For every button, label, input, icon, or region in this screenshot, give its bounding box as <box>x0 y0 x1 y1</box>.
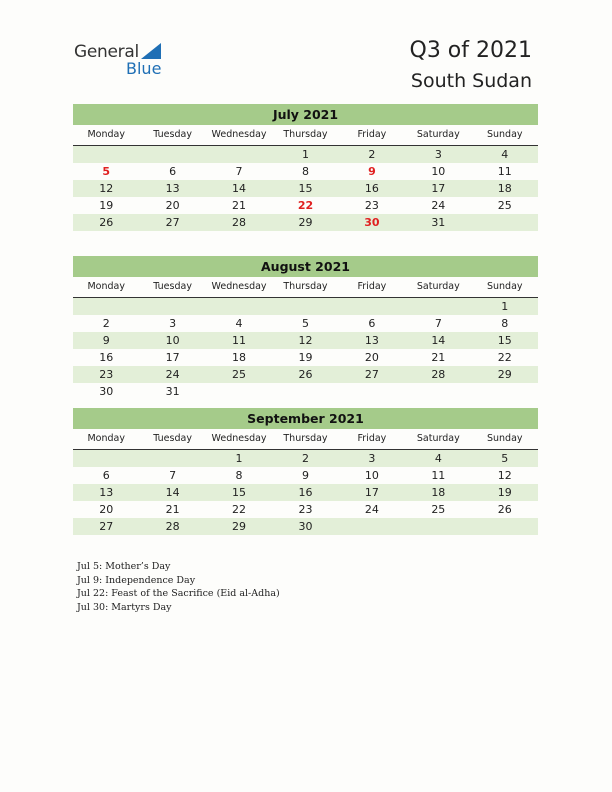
country-name: South Sudan <box>410 70 532 92</box>
week-row <box>73 518 538 535</box>
day-cell <box>206 383 272 400</box>
day-cell: 27 <box>364 368 379 381</box>
day-cell: 7 <box>235 165 243 178</box>
day-cell: 14 <box>431 334 446 347</box>
day-cell: 3 <box>169 317 177 330</box>
day-cell: 12 <box>497 469 512 482</box>
day-cell <box>206 298 272 315</box>
day-cell: 6 <box>169 165 177 178</box>
day-cell: 19 <box>99 199 114 212</box>
day-cell: 8 <box>301 165 309 178</box>
day-cell: 21 <box>165 503 180 516</box>
weekday-header-row <box>73 429 538 450</box>
day-cell: 16 <box>364 182 379 195</box>
day-cell <box>405 518 471 535</box>
day-cell: 22 <box>232 503 247 516</box>
day-cell <box>272 298 338 315</box>
week-row <box>73 484 538 501</box>
day-cell <box>339 518 405 535</box>
weekday-label: Wednesday <box>211 281 267 292</box>
day-cell <box>73 450 139 467</box>
weekday-label: Thursday <box>283 433 328 444</box>
day-cell: 15 <box>298 182 313 195</box>
day-cell: 11 <box>431 469 446 482</box>
day-cell: 4 <box>235 317 243 330</box>
day-cell: 15 <box>497 334 512 347</box>
day-cell: 25 <box>232 368 247 381</box>
day-cell: 5 <box>501 452 509 465</box>
logo-blue-text: Blue <box>126 59 162 78</box>
day-cell: 21 <box>431 351 446 364</box>
holiday-note: Jul 30: Martyrs Day <box>77 601 172 613</box>
day-cell: 1 <box>501 300 509 313</box>
day-cell: 14 <box>232 182 247 195</box>
day-cell <box>405 298 471 315</box>
day-cell: 18 <box>497 182 512 195</box>
week-row <box>73 163 538 180</box>
page-title: Q3 of 2021 <box>409 38 532 63</box>
day-cell: 2 <box>301 452 309 465</box>
day-cell <box>472 383 538 400</box>
logo-general-text: General <box>74 42 139 62</box>
weekday-label: Sunday <box>486 433 523 444</box>
holiday-day-cell: 5 <box>102 165 111 178</box>
week-row <box>73 146 538 163</box>
day-cell <box>472 214 538 231</box>
day-cell: 26 <box>298 368 313 381</box>
day-cell: 10 <box>165 334 180 347</box>
weekday-label: Saturday <box>416 433 460 444</box>
weekday-label: Wednesday <box>211 129 267 140</box>
day-cell: 11 <box>497 165 512 178</box>
day-cell: 22 <box>497 351 512 364</box>
month-title: September 2021 <box>73 408 538 429</box>
day-cell: 24 <box>364 503 379 516</box>
weekday-label: Friday <box>357 281 387 292</box>
day-cell: 20 <box>364 351 379 364</box>
day-cell: 13 <box>99 486 114 499</box>
day-cell: 24 <box>165 368 180 381</box>
day-cell: 18 <box>232 351 247 364</box>
day-cell: 6 <box>368 317 376 330</box>
holiday-day-cell: 22 <box>297 199 314 212</box>
day-cell: 17 <box>165 351 180 364</box>
day-cell: 3 <box>368 452 376 465</box>
day-cell: 23 <box>298 503 313 516</box>
weekday-label: Wednesday <box>211 433 267 444</box>
day-cell: 30 <box>99 385 114 398</box>
holiday-note: Jul 9: Independence Day <box>77 574 196 586</box>
weekday-label: Monday <box>87 281 125 292</box>
week-row <box>73 298 538 315</box>
weekday-label: Monday <box>87 129 125 140</box>
day-cell: 18 <box>431 486 446 499</box>
holiday-day-cell: 9 <box>368 165 376 178</box>
month-calendar-september <box>73 408 538 535</box>
logo-triangle-icon <box>141 43 161 59</box>
week-row <box>73 450 538 467</box>
day-cell: 26 <box>497 503 512 516</box>
day-cell: 27 <box>99 520 114 533</box>
day-cell: 31 <box>165 385 180 398</box>
day-cell: 10 <box>364 469 379 482</box>
weekday-header-row <box>73 277 538 298</box>
day-cell: 2 <box>102 317 110 330</box>
day-cell: 23 <box>364 199 379 212</box>
holiday-notes <box>77 560 280 614</box>
weekday-label: Friday <box>357 433 387 444</box>
holiday-note: Jul 5: Mother’s Day <box>77 561 171 572</box>
weekday-label: Tuesday <box>153 281 192 292</box>
day-cell: 6 <box>102 469 110 482</box>
day-cell <box>339 383 405 400</box>
day-cell: 12 <box>99 182 114 195</box>
day-cell: 30 <box>298 520 313 533</box>
week-row <box>73 315 538 332</box>
day-cell: 20 <box>99 503 114 516</box>
day-cell: 17 <box>431 182 446 195</box>
day-cell: 28 <box>165 520 180 533</box>
day-cell: 13 <box>165 182 180 195</box>
weekday-label: Saturday <box>416 129 460 140</box>
day-cell: 5 <box>301 317 309 330</box>
day-cell <box>405 383 471 400</box>
month-title: August 2021 <box>73 256 538 277</box>
month-title: July 2021 <box>73 104 538 125</box>
week-row <box>73 467 538 484</box>
day-cell: 7 <box>169 469 177 482</box>
day-cell: 9 <box>301 469 309 482</box>
day-cell: 28 <box>232 216 247 229</box>
day-cell <box>139 450 205 467</box>
day-cell: 25 <box>431 503 446 516</box>
day-cell: 4 <box>501 148 509 161</box>
day-cell: 10 <box>431 165 446 178</box>
day-cell: 3 <box>434 148 442 161</box>
day-cell <box>139 298 205 315</box>
weekday-label: Tuesday <box>153 129 192 140</box>
day-cell <box>139 146 205 163</box>
day-cell: 11 <box>232 334 247 347</box>
week-row <box>73 501 538 518</box>
day-cell: 8 <box>501 317 509 330</box>
day-cell: 9 <box>102 334 110 347</box>
weekday-label: Thursday <box>283 281 328 292</box>
week-row <box>73 332 538 349</box>
day-cell: 4 <box>434 452 442 465</box>
day-cell: 27 <box>165 216 180 229</box>
logo <box>74 42 174 82</box>
week-row <box>73 383 538 400</box>
day-cell: 26 <box>99 216 114 229</box>
day-cell: 13 <box>364 334 379 347</box>
day-cell: 19 <box>298 351 313 364</box>
day-cell: 12 <box>298 334 313 347</box>
day-cell: 20 <box>165 199 180 212</box>
weekday-header-row <box>73 125 538 146</box>
day-cell <box>73 298 139 315</box>
day-cell: 8 <box>235 469 243 482</box>
week-row <box>73 366 538 383</box>
month-calendar-july <box>73 104 538 231</box>
day-cell: 7 <box>434 317 442 330</box>
holiday-day-cell: 30 <box>364 216 380 229</box>
day-cell <box>73 146 139 163</box>
day-cell: 16 <box>298 486 313 499</box>
weekday-label: Sunday <box>486 129 523 140</box>
day-cell <box>472 518 538 535</box>
day-cell: 31 <box>431 216 446 229</box>
day-cell <box>272 383 338 400</box>
day-cell: 17 <box>364 486 379 499</box>
week-row <box>73 180 538 197</box>
day-cell: 29 <box>298 216 313 229</box>
month-calendar-august <box>73 256 538 400</box>
weekday-label: Friday <box>357 129 387 140</box>
day-cell: 29 <box>232 520 247 533</box>
day-cell <box>206 146 272 163</box>
weekday-label: Thursday <box>283 129 328 140</box>
week-row <box>73 197 538 214</box>
day-cell <box>339 298 405 315</box>
day-cell: 23 <box>99 368 114 381</box>
holiday-note: Jul 22: Feast of the Sacrifice (Eid al-Adha) <box>77 588 280 599</box>
weekday-label: Saturday <box>416 281 460 292</box>
day-cell: 28 <box>431 368 446 381</box>
day-cell: 14 <box>165 486 180 499</box>
day-cell: 15 <box>232 486 247 499</box>
day-cell: 25 <box>497 199 512 212</box>
day-cell: 24 <box>431 199 446 212</box>
week-row <box>73 214 538 231</box>
week-row <box>73 349 538 366</box>
day-cell: 29 <box>497 368 512 381</box>
weekday-label: Tuesday <box>153 433 192 444</box>
day-cell: 21 <box>232 199 247 212</box>
day-cell: 19 <box>497 486 512 499</box>
day-cell: 1 <box>235 452 243 465</box>
day-cell: 2 <box>368 148 376 161</box>
day-cell: 16 <box>99 351 114 364</box>
weekday-label: Sunday <box>486 281 523 292</box>
day-cell: 1 <box>301 148 309 161</box>
weekday-label: Monday <box>87 433 125 444</box>
